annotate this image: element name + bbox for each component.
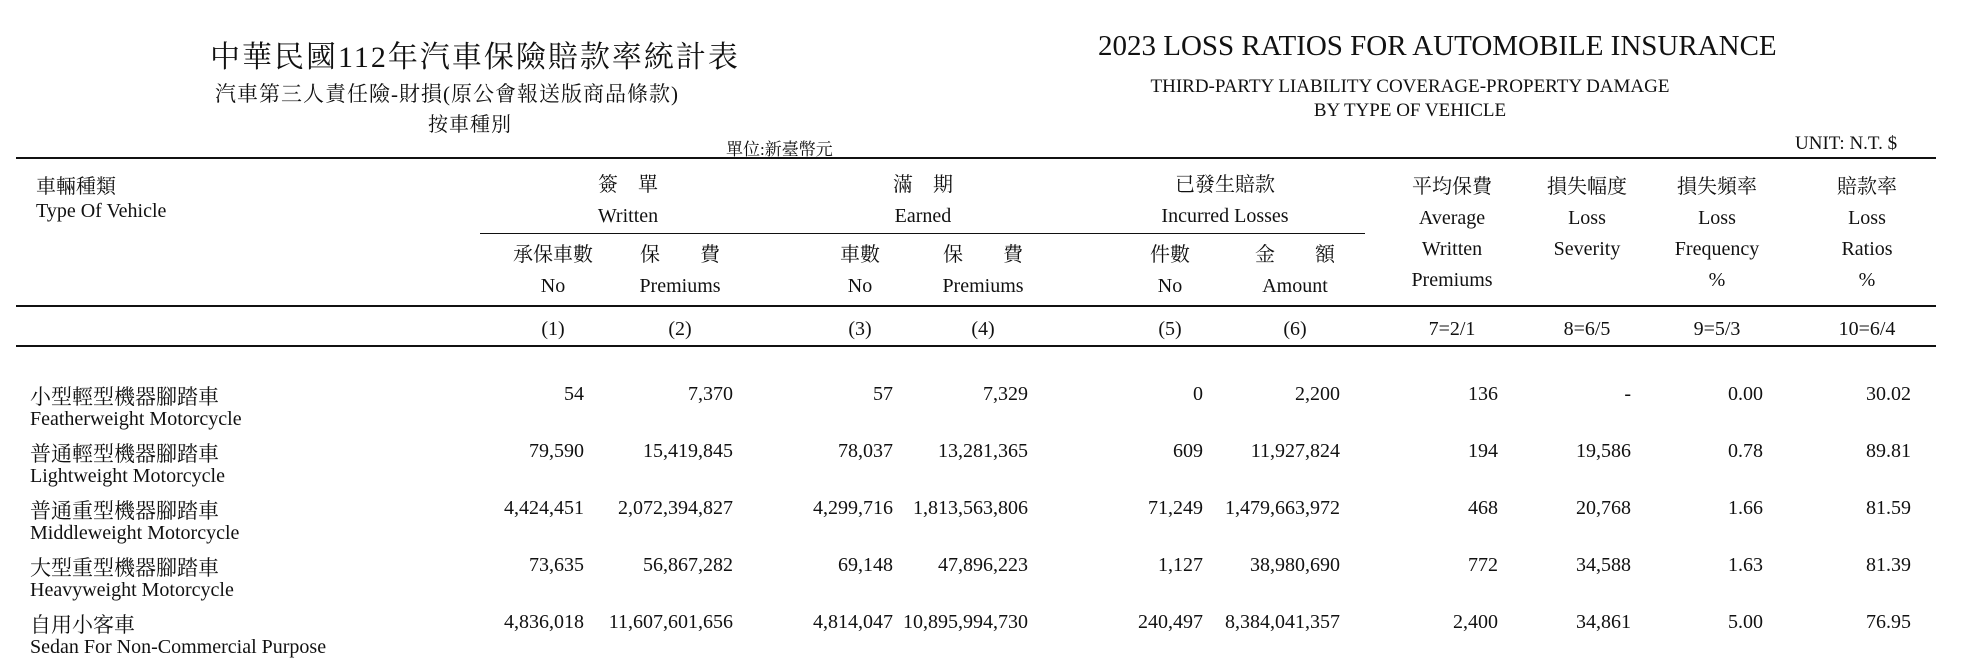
cell-col-6: 11,927,824 <box>1250 440 1340 462</box>
header-vehicle-zh: 車輛種類 <box>36 176 116 198</box>
cell-col-1: 79,590 <box>529 440 584 462</box>
header-loss-severity <box>1527 172 1647 265</box>
cell-col-9: 5.00 <box>1728 611 1763 633</box>
vehicle-name-en: Featherweight Motorcycle <box>30 408 242 430</box>
cell-col-4: 47,896,223 <box>938 554 1028 576</box>
subheader-written-no <box>493 240 613 302</box>
header-vehicle-en: Type Of Vehicle <box>36 200 167 222</box>
cell-col-4: 1,813,563,806 <box>913 497 1028 519</box>
cell-col-1: 4,836,018 <box>504 611 584 633</box>
header-ratio-en1: Loss <box>1848 207 1886 229</box>
subheader-earned-prem-en: Premiums <box>942 275 1024 297</box>
cell-col-5: 609 <box>1173 440 1203 462</box>
header-severity-zh: 損失幅度 <box>1547 176 1627 198</box>
subheader-written-prem-zh: 保 費 <box>640 244 720 266</box>
cell-col-7: 772 <box>1468 554 1498 576</box>
subheader-written-no-zh: 承保車數 <box>513 244 593 266</box>
colnum-1: (1) <box>541 318 565 340</box>
header-incurred-group <box>1100 170 1350 232</box>
vehicle-name-en: Lightweight Motorcycle <box>30 465 225 487</box>
header-frequency-pct: % <box>1708 269 1726 291</box>
cell-col-10: 89.81 <box>1866 440 1911 462</box>
vehicle-name-en: Heavyweight Motorcycle <box>30 579 234 601</box>
cell-col-10: 76.95 <box>1866 611 1911 633</box>
cell-col-3: 4,299,716 <box>813 497 893 519</box>
header-written-en: Written <box>597 205 659 227</box>
header-written-group <box>503 170 753 232</box>
subheader-incurred-no-zh: 件數 <box>1150 244 1190 266</box>
colnum-4: (4) <box>971 318 995 340</box>
cell-col-4: 13,281,365 <box>938 440 1028 462</box>
colnum-10: 10=6/4 <box>1838 318 1896 340</box>
subheader-incurred-no <box>1120 240 1220 302</box>
cell-col-1: 4,424,451 <box>504 497 584 519</box>
header-ratio-zh: 賠款率 <box>1837 176 1897 198</box>
cell-col-6: 38,980,690 <box>1250 554 1340 576</box>
colnum-7: 7=2/1 <box>1428 318 1476 340</box>
header-frequency-zh: 損失頻率 <box>1677 176 1757 198</box>
cell-col-9: 1.66 <box>1728 497 1763 519</box>
cell-col-9: 0.78 <box>1728 440 1763 462</box>
header-ratio-pct: % <box>1858 269 1876 291</box>
cell-col-4: 7,329 <box>983 383 1028 405</box>
vehicle-name-zh: 小型輕型機器腳踏車 <box>30 385 219 409</box>
cell-col-7: 136 <box>1468 383 1498 405</box>
title-en: 2023 LOSS RATIOS FOR AUTOMOBILE INSURANCE <box>1098 30 1777 62</box>
subheader-written-premiums <box>620 240 740 302</box>
header-earned-group <box>798 170 1048 232</box>
subheader-earned-no-en: No <box>847 275 873 297</box>
subheader-written-no-en: No <box>540 275 566 297</box>
header-avg-en2: Written <box>1421 238 1483 260</box>
unit-zh: 單位:新臺幣元 <box>726 140 833 159</box>
subheader-incurred-no-en: No <box>1157 275 1183 297</box>
cell-col-8: 20,768 <box>1576 497 1631 519</box>
colnum-9: 9=5/3 <box>1693 318 1741 340</box>
header-avg-en3: Premiums <box>1411 269 1493 291</box>
cell-col-1: 73,635 <box>529 554 584 576</box>
header-bottom-rule <box>16 305 1936 307</box>
title-zh: 中華民國112年汽車保險賠款率統計表 <box>210 41 740 74</box>
cell-col-5: 0 <box>1193 383 1203 405</box>
subtitle-zh: 汽車第三人責任險-財損(原公會報送版商品條款) <box>215 82 679 106</box>
cell-col-10: 30.02 <box>1866 383 1911 405</box>
vehicle-name-zh: 普通重型機器腳踏車 <box>30 499 219 523</box>
cell-col-10: 81.39 <box>1866 554 1911 576</box>
group-rule <box>480 233 1365 234</box>
cell-col-2: 15,419,845 <box>643 440 733 462</box>
header-frequency-en2: Frequency <box>1674 238 1760 260</box>
cell-col-1: 54 <box>564 383 584 405</box>
cell-col-8: 19,586 <box>1576 440 1631 462</box>
cell-col-2: 2,072,394,827 <box>618 497 733 519</box>
vehicle-name-en: Middleweight Motorcycle <box>30 522 240 544</box>
subheader-earned-no <box>810 240 910 302</box>
cell-col-2: 56,867,282 <box>643 554 733 576</box>
cell-col-8: - <box>1624 383 1631 405</box>
cell-col-4: 10,895,994,730 <box>903 611 1028 633</box>
header-incurred-zh: 已發生賠款 <box>1175 174 1275 196</box>
subheader-incurred-amt-zh: 金 額 <box>1255 244 1335 266</box>
subheader-earned-prem-zh: 保 費 <box>943 244 1023 266</box>
header-loss-ratio <box>1807 172 1927 296</box>
cell-col-6: 2,200 <box>1295 383 1340 405</box>
vehicle-name-zh: 普通輕型機器腳踏車 <box>30 442 219 466</box>
header-ratio-en2: Ratios <box>1841 238 1893 260</box>
table-top-rule <box>16 157 1936 159</box>
subtitle-en: THIRD-PARTY LIABILITY COVERAGE-PROPERTY DAMAGE <box>1150 76 1670 97</box>
header-earned-en: Earned <box>894 205 952 227</box>
vehicle-name-zh: 自用小客車 <box>30 613 135 637</box>
subheader-incurred-amount <box>1235 240 1355 302</box>
header-written-zh: 簽 單 <box>598 174 658 196</box>
colnum-3: (3) <box>848 318 872 340</box>
cell-col-3: 78,037 <box>838 440 893 462</box>
header-incurred-en: Incurred Losses <box>1161 205 1289 227</box>
header-average-premium <box>1392 172 1512 296</box>
cell-col-10: 81.59 <box>1866 497 1911 519</box>
subheader-earned-no-zh: 車數 <box>840 244 880 266</box>
subheader-written-prem-en: Premiums <box>639 275 721 297</box>
header-avg-en1: Average <box>1418 207 1486 229</box>
colnum-bottom-rule <box>16 345 1936 347</box>
cell-col-6: 8,384,041,357 <box>1225 611 1340 633</box>
colnum-8: 8=6/5 <box>1563 318 1611 340</box>
cell-col-8: 34,588 <box>1576 554 1631 576</box>
cell-col-3: 69,148 <box>838 554 893 576</box>
colnum-2: (2) <box>668 318 692 340</box>
cell-col-6: 1,479,663,972 <box>1225 497 1340 519</box>
cell-col-2: 11,607,601,656 <box>608 611 733 633</box>
cell-col-7: 2,400 <box>1453 611 1498 633</box>
subtitle2-en: BY TYPE OF VEHICLE <box>1313 100 1507 121</box>
cell-col-5: 240,497 <box>1138 611 1203 633</box>
header-severity-en2: Severity <box>1553 238 1621 260</box>
subtitle2-zh: 按車種別 <box>428 114 512 136</box>
colnum-6: (6) <box>1283 318 1307 340</box>
vehicle-name-en: Sedan For Non-Commercial Purpose <box>30 636 327 658</box>
cell-col-9: 0.00 <box>1728 383 1763 405</box>
cell-col-3: 57 <box>873 383 893 405</box>
cell-col-3: 4,814,047 <box>813 611 893 633</box>
unit-en: UNIT: N.T. $ <box>1795 133 1898 154</box>
cell-col-8: 34,861 <box>1576 611 1631 633</box>
header-severity-en1: Loss <box>1568 207 1606 229</box>
cell-col-2: 7,370 <box>688 383 733 405</box>
cell-col-5: 1,127 <box>1158 554 1203 576</box>
vehicle-name-zh: 大型重型機器腳踏車 <box>30 556 219 580</box>
header-earned-zh: 滿 期 <box>893 174 953 196</box>
cell-col-7: 194 <box>1468 440 1498 462</box>
header-frequency-en1: Loss <box>1698 207 1736 229</box>
colnum-5: (5) <box>1158 318 1182 340</box>
subheader-earned-premiums <box>923 240 1043 302</box>
header-loss-frequency <box>1652 172 1782 296</box>
cell-col-7: 468 <box>1468 497 1498 519</box>
subheader-incurred-amt-en: Amount <box>1262 275 1328 297</box>
cell-col-9: 1.63 <box>1728 554 1763 576</box>
header-avg-zh: 平均保費 <box>1412 176 1492 198</box>
cell-col-5: 71,249 <box>1148 497 1203 519</box>
